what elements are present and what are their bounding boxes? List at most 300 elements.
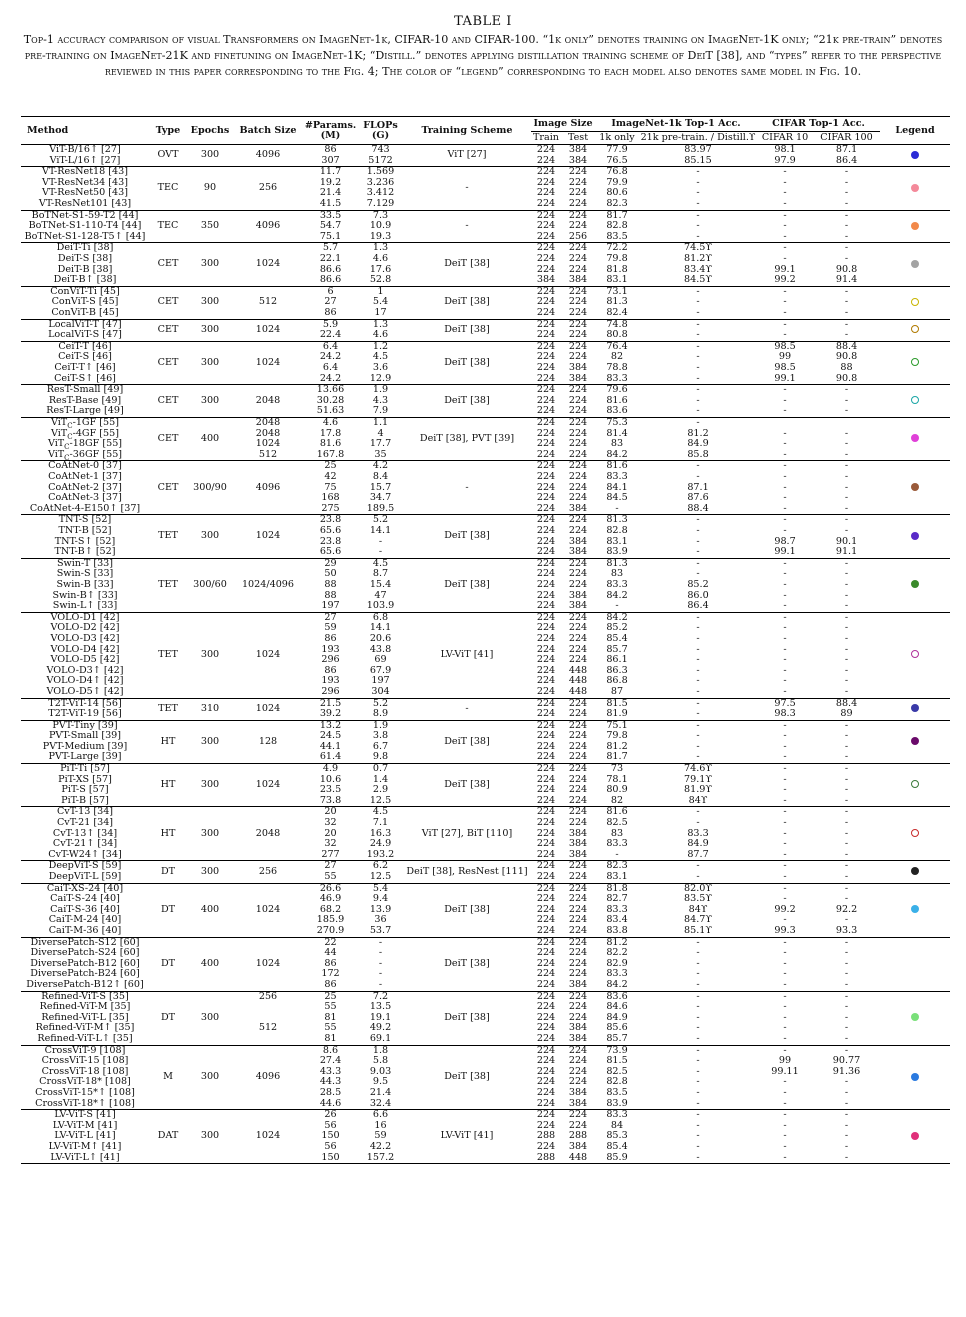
training-scheme-cell — [403, 807, 531, 861]
cifar100-cell — [813, 243, 880, 286]
cifar10-cell — [757, 991, 813, 1045]
table-cell-value: 103.9 — [366, 601, 395, 612]
table-cell-value: - — [844, 1110, 849, 1121]
table-cell-value: - — [783, 969, 787, 980]
table-cell-value: - — [844, 764, 849, 775]
epochs-value: 300 — [200, 356, 220, 368]
training-scheme-value: - — [465, 182, 469, 194]
table-cell-value: TNT-B [52] — [58, 525, 112, 536]
acc-21k-cell — [639, 385, 757, 418]
table-cell-value: - — [783, 286, 787, 297]
table-cell-value: 81.6 — [606, 807, 628, 818]
table-cell-value: - — [783, 449, 787, 460]
table-cell-value: 76.5 — [606, 155, 628, 166]
table-cell-value: 224 — [568, 253, 588, 264]
train-size-cell — [531, 243, 561, 286]
header-type: Type — [155, 124, 181, 136]
method-cell — [21, 417, 149, 460]
type-value: CET — [157, 432, 179, 444]
cifar10-cell — [757, 558, 813, 612]
table-cell-value: 5.4 — [372, 883, 389, 894]
legend-cell — [880, 558, 950, 612]
table-cell-value: 13.5 — [369, 1002, 392, 1013]
table-cell-value: 99.1 — [774, 264, 796, 275]
training-scheme-cell — [403, 883, 531, 937]
batch-size-cell — [233, 720, 303, 763]
type-cell — [149, 991, 187, 1045]
table-cell-value: 24.5 — [319, 731, 342, 742]
table-cell-value: 86 — [324, 958, 337, 969]
table-cell-value: 224 — [568, 872, 588, 883]
epochs-cell — [187, 937, 233, 991]
training-scheme-value: DeiT [38] — [444, 957, 490, 969]
training-scheme-cell — [403, 937, 531, 991]
table-cell-value: 81.6 — [319, 439, 342, 450]
table-cell-value: 10.9 — [369, 221, 392, 232]
cifar10-cell — [757, 937, 813, 991]
table-cell-value: 26 — [324, 1110, 337, 1121]
table-cell-value: 81.7 — [606, 752, 628, 763]
flops-cell — [358, 515, 403, 558]
table-cell-value: 56 — [324, 1142, 337, 1153]
header-training-scheme: Training Scheme — [421, 124, 513, 136]
table-cell-value: 21.4 — [319, 188, 342, 199]
table-cell-value: 5.8 — [372, 1056, 389, 1067]
table-cell-value: DiversePatch-B12 [60] — [30, 958, 140, 969]
legend-dot-icon — [911, 905, 919, 913]
type-cell — [149, 861, 187, 883]
table-cell-value: Swin-B↑ [33] — [52, 590, 118, 601]
table-cell-value: 7.3 — [372, 210, 389, 221]
table-cell-value: 224 — [536, 698, 556, 709]
batch-size-cell — [233, 558, 303, 612]
flops-cell — [358, 1045, 403, 1110]
training-scheme-value: LV-ViT [41] — [440, 648, 494, 660]
test-size-cell — [561, 720, 595, 763]
table-cell-value: 384 — [568, 1088, 588, 1099]
test-size-cell — [561, 341, 595, 384]
table-cell-value: DeepViT-S [59] — [48, 861, 122, 872]
table-cell-value: 1.9 — [372, 385, 389, 396]
table-cell-value: 0.7 — [372, 764, 389, 775]
table-cell-value: 224 — [568, 177, 588, 188]
table-cell-value: - — [783, 633, 787, 644]
flops-cell — [358, 991, 403, 1045]
table-cell-value: 224 — [536, 828, 556, 839]
table-cell-value: - — [844, 188, 849, 199]
acc-1k-cell — [595, 385, 639, 418]
table-row — [21, 1045, 950, 1110]
table-cell-value: 384 — [568, 503, 588, 514]
table-cell-value: VOLO-D3↑ [42] — [46, 665, 124, 676]
table-cell-value: 384 — [568, 590, 588, 601]
table-cell-value: DiversePatch-B24 [60] — [30, 969, 140, 980]
model-group — [21, 167, 950, 210]
table-cell-value: - — [696, 221, 700, 232]
table-cell-value: - — [844, 569, 849, 580]
table-cell-value: - — [696, 515, 700, 526]
table-cell-value: 22 — [324, 937, 337, 948]
table-cell-value: 73.1 — [606, 286, 628, 297]
flops-cell — [358, 698, 403, 720]
epochs-cell — [187, 167, 233, 210]
table-cell-value: 224 — [568, 937, 588, 948]
table-cell-value: - — [844, 471, 849, 482]
table-cell-value: 17.6 — [369, 264, 392, 275]
table-cell-value: 224 — [536, 807, 556, 818]
table-cell-value: - — [783, 558, 787, 569]
table-cell-value: - — [844, 297, 849, 308]
method-cell — [21, 515, 149, 558]
test-size-cell — [561, 515, 595, 558]
table-cell-value: VT-ResNet18 [43] — [41, 167, 129, 178]
table-cell-value: CvT-13↑ [34] — [52, 828, 118, 839]
table-cell-value: 83 — [610, 569, 624, 580]
table-cell-value: - — [844, 601, 849, 612]
type-cell — [149, 341, 187, 384]
legend-dot-icon — [911, 780, 919, 788]
table-cell-value: 14.1 — [369, 525, 392, 536]
acc-1k-cell — [595, 861, 639, 883]
training-scheme-cell — [403, 385, 531, 418]
table-cell-value: 224 — [536, 774, 556, 785]
table-cell-value: - — [844, 428, 849, 439]
acc-1k-cell — [595, 210, 639, 243]
table-cell-value: 224 — [568, 515, 588, 526]
table-cell-value: 99.1 — [774, 547, 796, 558]
table-cell-value: - — [844, 665, 849, 676]
table-cell-value: 83 — [610, 828, 624, 839]
table-cell-value: - — [378, 958, 383, 969]
table-cell-value: - — [696, 1120, 700, 1131]
table-cell-value: - — [696, 969, 700, 980]
epochs-value: 300 — [200, 530, 220, 542]
table-cell-value: 7.9 — [372, 406, 389, 417]
table-cell-value: 79.8 — [606, 253, 628, 264]
table-cell-value: 98.5 — [774, 341, 796, 352]
table-cell-value: 29 — [324, 558, 337, 569]
table-cell-value: 84.9 — [687, 439, 709, 450]
table-cell-value: 19.3 — [369, 231, 392, 242]
test-size-cell — [561, 461, 595, 515]
cifar100-cell — [813, 1045, 880, 1110]
table-cell-value: 9.03 — [369, 1066, 392, 1077]
table-cell-value: - — [783, 1002, 787, 1013]
table-cell-value: 1.3 — [372, 319, 389, 330]
table-cell-value: - — [844, 774, 849, 785]
training-scheme-cell — [403, 461, 531, 515]
table-cell-value: 296 — [321, 686, 340, 697]
table-cell-value: 76.4 — [606, 341, 628, 352]
epochs-cell — [187, 515, 233, 558]
table-cell-value: 88.4 — [835, 341, 858, 352]
table-cell-value: 88 — [324, 590, 337, 601]
batch-size-value: 1024 — [255, 903, 281, 915]
table-cell-value: 197 — [371, 676, 390, 687]
params-cell — [303, 558, 358, 612]
table-cell-value: 34.7 — [369, 493, 392, 504]
legend-dot-icon — [911, 1013, 919, 1021]
table-cell-value: - — [696, 373, 700, 384]
table-cell-value: CaiT-XS-24 [40] — [46, 883, 124, 894]
table-cell-value: 224 — [536, 1110, 556, 1121]
acc-21k-cell — [639, 1045, 757, 1110]
table-cell-value: 11.7 — [319, 167, 342, 178]
epochs-value: 300 — [200, 1011, 220, 1023]
model-group — [21, 243, 950, 286]
table-cell-value: 80.6 — [606, 188, 628, 199]
params-cell — [303, 341, 358, 384]
table-cell-value: - — [844, 395, 849, 406]
type-cell — [149, 807, 187, 861]
batch-size-value — [233, 1034, 303, 1045]
table-cell-value: 224 — [568, 198, 588, 209]
table-cell-value: - — [844, 1002, 849, 1013]
table-cell-value: 83.3 — [606, 839, 628, 850]
method-cell — [21, 210, 149, 243]
table-cell-value: - — [783, 1077, 787, 1088]
batch-size-cell — [233, 612, 303, 698]
table-cell-value: 224 — [536, 253, 556, 264]
table-cell-value: 3.6 — [372, 362, 389, 373]
header-batch-size: Batch Size — [239, 124, 297, 136]
table-cell-value: 224 — [536, 264, 556, 275]
legend-cell — [880, 210, 950, 243]
table-cell-value: 74.6ϒ — [684, 764, 712, 775]
table-cell-value: 189.5 — [366, 503, 395, 514]
accuracy-table — [21, 116, 950, 1164]
table-cell-value: 56 — [324, 1120, 337, 1131]
table-cell-value: 44.3 — [319, 1077, 342, 1088]
table-cell-value: CoAtNet-3 [37] — [48, 493, 122, 504]
table-cell-value: 224 — [568, 655, 588, 666]
table-cell-value: - — [783, 937, 787, 948]
table-cell-value: CrossViT-9 [108] — [44, 1045, 126, 1056]
table-cell-value: - — [783, 330, 787, 341]
table-cell-value: 77.9 — [606, 145, 628, 155]
model-group — [21, 764, 950, 807]
table-cell-value: 84ϒ — [688, 904, 708, 915]
params-cell — [303, 861, 358, 883]
table-cell-value: 83.3 — [606, 904, 628, 915]
table-cell-value: 224 — [536, 795, 556, 806]
table-cell-value: 24.2 — [319, 352, 342, 363]
params-cell — [303, 764, 358, 807]
epochs-cell — [187, 385, 233, 418]
table-cell-value: 25 — [324, 991, 337, 1002]
header-legend: Legend — [895, 124, 935, 136]
table-cell-value: PiT-B [57] — [61, 795, 109, 806]
training-scheme-cell — [403, 698, 531, 720]
table-cell-value: Refined-ViT-M↑ [35] — [35, 1023, 135, 1034]
type-value: CET — [157, 356, 179, 368]
training-scheme-value: DeiT [38], ResNest [111] — [406, 865, 528, 877]
table-cell-value: 3.412 — [366, 188, 395, 199]
type-cell — [149, 612, 187, 698]
batch-size-value: 2048 — [255, 394, 281, 406]
table-cell-value: 224 — [568, 286, 588, 297]
table-cell-value: - — [844, 752, 849, 763]
table-cell-value: - — [696, 948, 700, 959]
table-cell-value: ResT-Base [49] — [48, 395, 122, 406]
table-cell-value: 83.4 — [606, 915, 628, 926]
legend-dot-icon — [911, 260, 919, 268]
table-cell-value: - — [783, 1023, 787, 1034]
table-row — [21, 807, 950, 861]
table-cell-value: 86 — [324, 145, 337, 155]
method-cell — [21, 319, 149, 341]
table-cell-value: 224 — [536, 1012, 556, 1023]
header-params: #Params. (M) — [304, 119, 357, 141]
table-cell-value: 224 — [568, 1077, 588, 1088]
table-cell-value: 81.5 — [606, 698, 628, 709]
table-cell-value: - — [783, 515, 787, 526]
table-cell-value: 224 — [568, 264, 588, 275]
table-cell-value: - — [844, 633, 849, 644]
table-cell-value: PiT-Ti [57] — [60, 764, 110, 775]
legend-cell — [880, 883, 950, 937]
table-cell-value: 59 — [374, 1131, 387, 1142]
table-cell-value: 224 — [568, 341, 588, 352]
table-cell-value: 224 — [536, 286, 556, 297]
model-group — [21, 937, 950, 991]
training-scheme-cell — [403, 861, 531, 883]
epochs-cell — [187, 210, 233, 243]
train-size-cell — [531, 991, 561, 1045]
batch-size-cell — [233, 991, 303, 1045]
type-cell — [149, 764, 187, 807]
table-cell-value: - — [783, 1152, 787, 1163]
type-value: TET — [158, 530, 178, 542]
table-cell-value: DeiT-B↑ [38] — [53, 275, 117, 286]
type-value: CET — [157, 258, 179, 270]
params-cell — [303, 210, 358, 243]
table-cell-value: 224 — [536, 221, 556, 232]
epochs-cell — [187, 720, 233, 763]
table-cell-value: CeiT-T↑ [46] — [54, 362, 116, 373]
table-cell-value: - — [783, 915, 787, 926]
table-cell-value: CaiT-M-36 [40] — [48, 926, 122, 937]
table-cell-value: 5172 — [368, 155, 393, 166]
test-size-cell — [561, 243, 595, 286]
table-cell-value: 224 — [536, 720, 556, 731]
table-cell-value: 84.2 — [606, 590, 628, 601]
table-cell-value: - — [783, 253, 787, 264]
cifar10-cell — [757, 861, 813, 883]
table-cell-value: 85.3 — [606, 1131, 628, 1142]
table-cell-value: CrossViT-18*↑ [108] — [35, 1098, 135, 1109]
table-cell-value: - — [783, 482, 787, 493]
table-row — [21, 167, 950, 210]
table-cell-value: 81.8 — [606, 883, 628, 894]
acc-21k-cell — [639, 417, 757, 460]
table-cell-value: 42.2 — [369, 1142, 392, 1153]
method-cell — [21, 883, 149, 937]
table-cell-value: 82.3 — [606, 861, 628, 872]
table-cell-value: - — [696, 818, 700, 829]
epochs-value: 400 — [200, 903, 220, 915]
test-size-cell — [561, 612, 595, 698]
table-cell-value: 8.7 — [372, 569, 389, 580]
type-value: CET — [157, 296, 179, 308]
table-cell-value: - — [783, 307, 787, 318]
acc-1k-cell — [595, 286, 639, 319]
table-cell-value: - — [844, 406, 849, 417]
table-cell-value: 83.5 — [606, 231, 628, 242]
table-cell-value: 224 — [568, 221, 588, 232]
table-cell-value: LV-ViT-S [41] — [54, 1110, 116, 1121]
epochs-value: 300/60 — [193, 578, 227, 590]
table-cell-value: - — [783, 569, 787, 580]
table-cell-value: 384 — [568, 155, 588, 166]
table-cell-value: DiversePatch-S12 [60] — [30, 937, 140, 948]
table-cell-value: 384 — [568, 601, 588, 612]
type-value: TEC — [157, 220, 179, 232]
table-cell-value: 224 — [536, 210, 556, 221]
table-cell-value: 86.8 — [606, 676, 628, 687]
table-cell-value: 85.7 — [606, 644, 628, 655]
train-size-cell — [531, 1110, 561, 1164]
table-cell-value: - — [378, 948, 383, 959]
table-cell-value: 83.1 — [606, 536, 628, 547]
training-scheme-cell — [403, 319, 531, 341]
table-cell-value: 5.9 — [322, 319, 339, 330]
table-cell-value: 82.9 — [606, 958, 628, 969]
table-cell-value: - — [844, 741, 849, 752]
table-cell-value: 27 — [324, 861, 337, 872]
table-cell-value: - — [844, 307, 849, 318]
test-size-cell — [561, 698, 595, 720]
training-scheme-cell — [403, 558, 531, 612]
table-cell-value: CvT-W24↑ [34] — [48, 849, 122, 860]
table-cell-value: 99 — [778, 352, 792, 363]
cifar100-cell — [813, 991, 880, 1045]
table-cell-value: - — [696, 1045, 700, 1056]
table-row — [21, 385, 950, 418]
table-cell-value: - — [844, 1034, 849, 1045]
table-cell-value: 98.1 — [774, 145, 796, 155]
table-cell-value: 224 — [568, 644, 588, 655]
acc-21k-cell — [639, 286, 757, 319]
table-cell-value: 224 — [536, 231, 556, 242]
type-cell — [149, 883, 187, 937]
table-cell-value: 384 — [568, 839, 588, 850]
table-cell-value: - — [844, 623, 849, 634]
epochs-value: 300 — [200, 827, 220, 839]
table-cell-value: 65.6 — [319, 525, 342, 536]
table-cell-value: 15.4 — [369, 579, 392, 590]
table-cell-value: 224 — [536, 579, 556, 590]
table-cell-value: 224 — [568, 1056, 588, 1067]
table-cell-value: 83.5 — [606, 1088, 628, 1099]
train-size-cell — [531, 145, 561, 167]
table-cell-value: - — [783, 428, 787, 439]
table-cell-value: 7.1 — [372, 818, 389, 829]
table-cell-value: 27.4 — [319, 1056, 342, 1067]
train-size-cell — [531, 861, 561, 883]
batch-size-cell — [233, 167, 303, 210]
epochs-value: 350 — [200, 220, 220, 232]
legend-dot-icon — [911, 1132, 919, 1140]
legend-cell — [880, 1045, 950, 1110]
table-cell-value: 72.2 — [606, 243, 628, 254]
training-scheme-value: ViT [27] — [447, 149, 487, 161]
table-cell-value: 1 — [377, 286, 384, 297]
legend-dot-icon — [911, 1073, 919, 1081]
table-cell-value — [757, 418, 813, 429]
table-cell-value: - — [783, 676, 787, 687]
cifar100-cell — [813, 1110, 880, 1164]
